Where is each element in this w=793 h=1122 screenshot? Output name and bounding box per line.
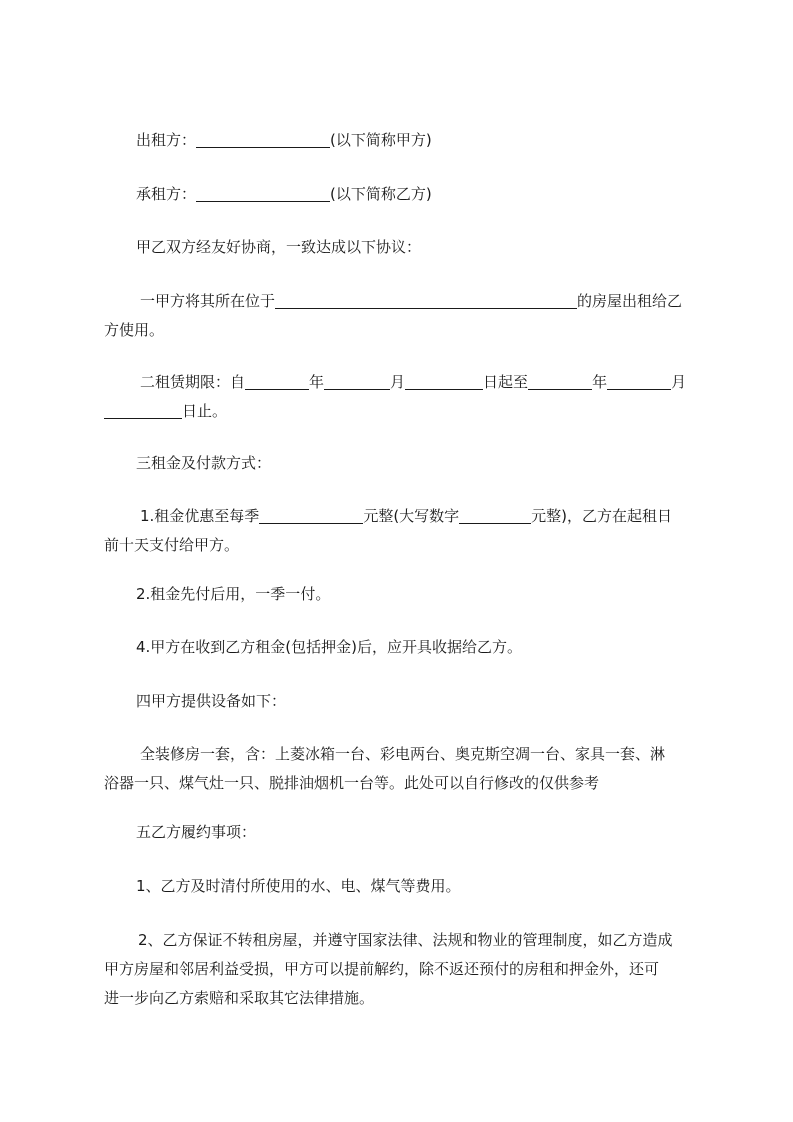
clause-2-end-suffix: 日止。 xyxy=(182,402,228,420)
end-year-blank[interactable] xyxy=(528,373,592,390)
lessor-line xyxy=(136,126,736,155)
clause-1-suffix: 的房屋出租给乙 xyxy=(577,292,683,310)
clause-2-day-from: 日起至 xyxy=(483,373,529,391)
clause-2-line2 xyxy=(104,397,704,426)
clause-4-line2: 浴器一只、煤气灶一只、脱排油烟机一台等。此处可以自行修改的仅供参考 xyxy=(104,774,600,792)
clause-2-month2: 月 xyxy=(671,373,687,391)
address-blank[interactable] xyxy=(275,292,577,309)
clause-5-item-2-line2: 甲方房屋和邻居利益受损，甲方可以提前解约，除不返还预付的房租和押金外，还可 xyxy=(104,960,660,978)
end-day-blank[interactable] xyxy=(104,402,182,419)
clause-3-item-1-line2: 前十天支付给甲方。 xyxy=(104,536,240,554)
clause-1-line1 xyxy=(104,287,704,316)
clause-2-year1: 年 xyxy=(309,373,325,391)
clause-5-item-1: 1、乙方及时清付所使用的水、电、煤气等费用。 xyxy=(136,877,461,895)
start-year-blank[interactable] xyxy=(245,373,309,390)
clause-2 xyxy=(104,368,704,426)
lessee-blank[interactable] xyxy=(196,185,330,202)
rent-prefix: 1.租金优惠至每季 xyxy=(140,507,260,525)
clause-3-item-1 xyxy=(104,502,704,560)
clause-1-prefix: 一甲方将其所在位于 xyxy=(140,292,276,310)
end-month-blank[interactable] xyxy=(607,373,671,390)
start-month-blank[interactable] xyxy=(324,373,390,390)
clause-1-line2: 方使用。 xyxy=(104,321,165,339)
lessee-suffix: (以下简称乙方) xyxy=(330,185,432,203)
rent-mid: 元整(大写数字 xyxy=(363,507,460,525)
clause-2-line1 xyxy=(104,368,704,397)
lessor-label: 出租方： xyxy=(136,131,197,149)
lessor-blank[interactable] xyxy=(196,131,330,148)
lessee-line xyxy=(136,180,736,209)
clause-1 xyxy=(104,287,704,345)
clause-5-heading: 五乙方履约事项： xyxy=(136,823,257,841)
clause-5-item-2 xyxy=(104,926,704,1013)
clause-3-heading: 三租金及付款方式： xyxy=(136,454,272,472)
lessor-suffix: (以下简称甲方) xyxy=(330,131,432,149)
start-day-blank[interactable] xyxy=(405,373,483,390)
clause-3-item-1-line1 xyxy=(104,502,704,531)
rent-suffix: 元整)，乙方在起租日 xyxy=(531,507,673,525)
clause-5-item-2-line1: 2、乙方保证不转租房屋，并遵守国家法律、法规和物业的管理制度，如乙方造成 xyxy=(138,931,673,949)
clause-5-item-2-line3: 进一步向乙方索赔和采取其它法律措施。 xyxy=(104,989,375,1007)
clause-2-prefix: 二租赁期限：自 xyxy=(140,373,246,391)
clause-4-heading: 四甲方提供设备如下： xyxy=(136,692,287,710)
clause-2-year2: 年 xyxy=(592,373,608,391)
rent-amount-blank[interactable] xyxy=(259,507,363,524)
clause-3-item-4: 4.甲方在收到乙方租金(包括押金)后，应开具收据给乙方。 xyxy=(136,638,523,656)
rent-uppercase-blank[interactable] xyxy=(459,507,531,524)
clause-3-item-2: 2.租金先付后用，一季一付。 xyxy=(136,585,331,603)
clause-4-body xyxy=(104,740,704,798)
clause-4-line1: 全装修房一套，含：上菱冰箱一台、彩电两台、奥克斯空凋一台、家具一套、淋 xyxy=(140,745,666,763)
intro-paragraph: 甲乙双方经友好协商，一致达成以下协议： xyxy=(136,238,422,256)
lessee-label: 承租方： xyxy=(136,185,197,203)
clause-2-month1: 月 xyxy=(390,373,406,391)
